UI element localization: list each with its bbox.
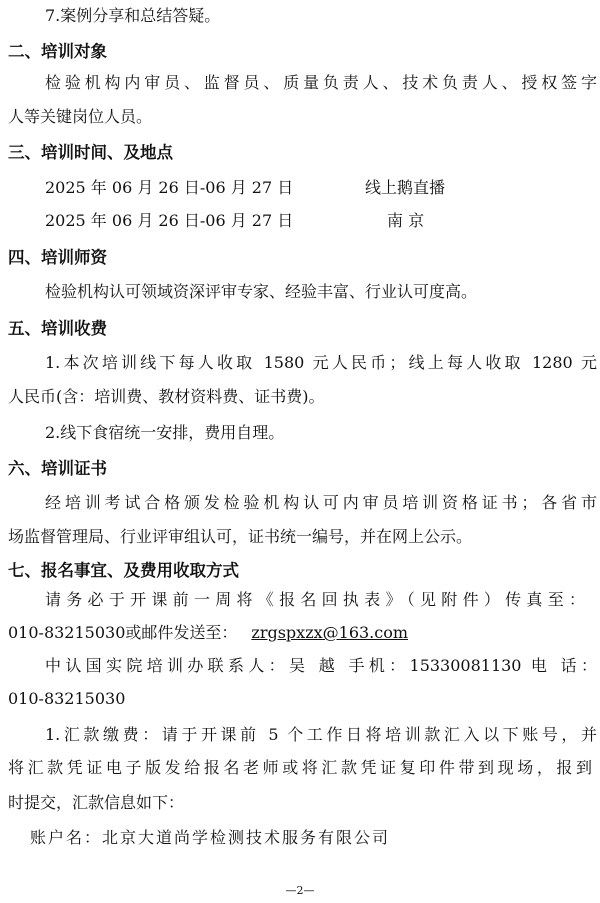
section-heading-5: 五、培训收费 [8,319,107,338]
paragraph-line: 1.汇款缴费：请于开课前 5 个工作日将培训款汇入以下账号，并 [45,725,597,744]
paragraph-line: 经培训考试合格颁发检验机构认可内审员培训资格证书；各省市 [45,493,597,512]
schedule-row-1 [0,176,600,200]
schedule-row-2 [0,209,600,233]
paragraph [0,723,600,747]
email-link[interactable]: zrgspxzx@163.com [251,623,409,642]
paragraph-line: 010-83215030 [8,689,126,708]
page-number: —2— [285,884,315,897]
paragraph-line: 人民币(含：培训费、教材资料费、证书费)。 [8,387,325,406]
section-heading-6: 六、培训证书 [8,459,107,478]
paragraph [0,71,600,95]
paragraph-line: 中认国实院培训办联系人：吴 越 手机：15330081130 电 话： [45,656,597,675]
paragraph-line: 人等关键岗位人员。 [8,107,153,126]
paragraph [0,491,600,515]
schedule-location: 线上鹅直播 [365,178,446,197]
fax-text: 010-83215030或邮件发送至： [8,623,238,642]
section-heading-3: 三、培训时间、及地点 [8,143,173,162]
schedule-date: 2025 年 06 月 26 日-06 月 27 日 [45,178,294,197]
paragraph-line: 检验机构认可领域资深评审专家、经验丰富、行业认可度高。 [45,282,478,301]
paragraph-line: 1.本次培训线下每人收取 1580 元人民币；线上每人收取 1280 元 [45,353,597,372]
paragraph [0,588,600,612]
paragraph-line: 时提交，汇款信息如下： [8,793,185,812]
paragraph [0,756,600,780]
paragraph-line: 场监督管理局、行业评审组认可，证书统一编号，并在网上公示。 [8,527,473,546]
list-item-7: 7.案例分享和总结答疑。 [45,6,221,25]
schedule-date: 2025 年 06 月 26 日-06 月 27 日 [45,211,294,230]
paragraph [0,654,600,678]
schedule-location: 南 京 [387,211,425,230]
section-heading-2: 二、培训对象 [8,42,107,61]
section-heading-7: 七、报名事宜、及费用收取方式 [8,561,239,580]
paragraph-line [0,621,600,645]
paragraph-line: 请务必于开课前一周将《报名回执表》（见附件）传真至： [45,590,585,609]
paragraph-line: 2.线下食宿统一安排，费用自理。 [45,423,285,442]
section-heading-4: 四、培训师资 [8,248,107,267]
paragraph-line: 将汇款凭证电子版发给报名老师或将汇款凭证复印件带到现场，报到 [8,758,592,777]
paragraph-line: 检验机构内审员、监督员、质量负责人、技术负责人、授权签字 [45,73,597,92]
paragraph [0,351,600,375]
account-name: 账户名：北京大道尚学检测技术服务有限公司 [30,828,391,847]
